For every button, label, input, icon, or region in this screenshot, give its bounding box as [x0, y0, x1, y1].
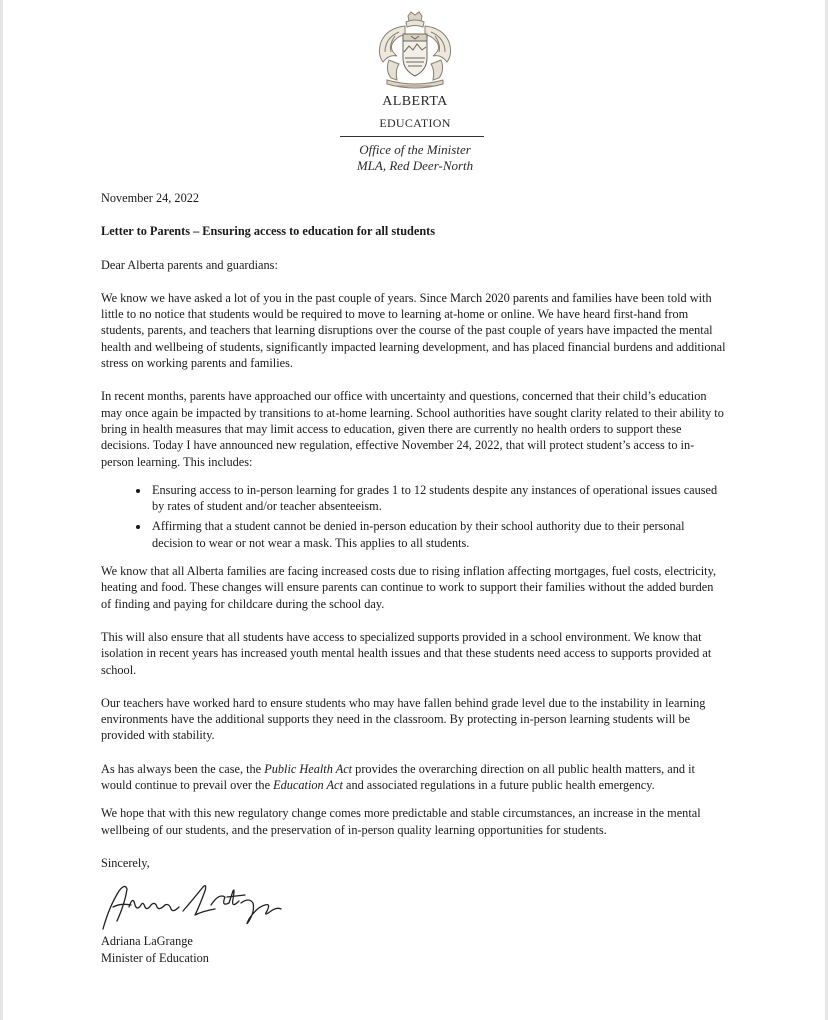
- paragraph-2: In recent months, parents have approached our office with uncertainty and questions, concerned that their child’s education may once again be impacted by transitions to at-home learning. School authorities have sought clarity related to their ability to bring in health measures that may limit access to education, given there are currently no health orders to support these decisions. Today I have announced new regulation, effective November 24, 2022, that will protect student’s access to in-person learning. This includes:: [101, 389, 724, 469]
- education-act-title: Education Act: [273, 778, 343, 793]
- mla-riding: MLA, Red Deer-North: [356, 158, 474, 173]
- paragraph-6-text-a: As has always been the case, the: [101, 761, 265, 776]
- office-of-minister: Office of the Minister: [359, 142, 471, 157]
- paragraph-4: This will also ensure that all students have access to specialized supports provided in a school environment. We know that isolation in recent years has increased youth mental health issues and that these students need access to supports provided at school.: [101, 629, 712, 677]
- paragraph-1: We know we have asked a lot of you in the past couple of years. Since March 2020 parents and families have been told with little to no notice that students would be required to move to learning at-home or online. We have heard first-hand from students, parents, and teachers that learning disruptions over the course of the past couple of years have impacted the mental health and wellbeing of students, significantly impacted learning development, and has placed financial burdens and additional stress on working parents and families.: [101, 290, 726, 371]
- paragraph-6: [101, 761, 726, 794]
- letter-subject: Letter to Parents – Ensuring access to education for all students: [101, 224, 436, 239]
- list-item: • Affirming that a student cannot be denied in-person education by their school authority due to their personal decision to wear or not wear a mask. This applies to all students.: [150, 518, 726, 551]
- letter-greeting: Dear Alberta parents and guardians:: [101, 257, 278, 272]
- measures-list: [101, 482, 726, 551]
- org-name-education: EDUCATION: [379, 116, 451, 130]
- signer-name: Adriana LaGrange: [101, 934, 193, 949]
- paragraph-5: Our teachers have worked hard to ensure students who may have fallen behind grade level due to the instability in learning environments have the additional supports they need in the classroom. By protecting in-person learning students will be provided with stability.: [101, 695, 706, 743]
- paragraph-6-text-b: provides the overarching direction on all public health matters, and it would continue to prevail over the: [101, 761, 695, 793]
- handwritten-signature: [99, 877, 299, 933]
- paragraph-6-text-c: and associated regulations in a future public health emergency.: [342, 778, 655, 793]
- letterhead: [0, 0, 828, 180]
- letterhead-divider: [340, 136, 484, 137]
- org-name-alberta: ALBERTA: [382, 94, 448, 109]
- letter-closing: Sincerely,: [101, 855, 150, 870]
- list-item: • Ensuring access to in-person learning for grades 1 to 12 students despite any instances of operational issues caused by rates of student and/or teacher absenteeism.: [150, 482, 726, 515]
- paragraph-3: We know that all Alberta families are facing increased costs due to rising inflation affecting mortgages, fuel costs, electricity, heating and food. These changes will ensure parents can continue to work to support their families without the added burden of finding and paying for childcare during the school day.: [101, 564, 717, 611]
- alberta-coat-of-arms-icon: [375, 10, 455, 92]
- letter-date: November 24, 2022: [101, 191, 200, 205]
- public-health-act-title: Public Health Act: [264, 761, 353, 776]
- letter-body: [101, 190, 726, 966]
- signer-title: Minister of Education: [101, 950, 209, 965]
- paragraph-7: We hope that with this new regulatory change comes more predictable and stable circumstances, an increase in the mental wellbeing of our students, and the preservation of in-person quality learning opportunities for students.: [101, 806, 701, 837]
